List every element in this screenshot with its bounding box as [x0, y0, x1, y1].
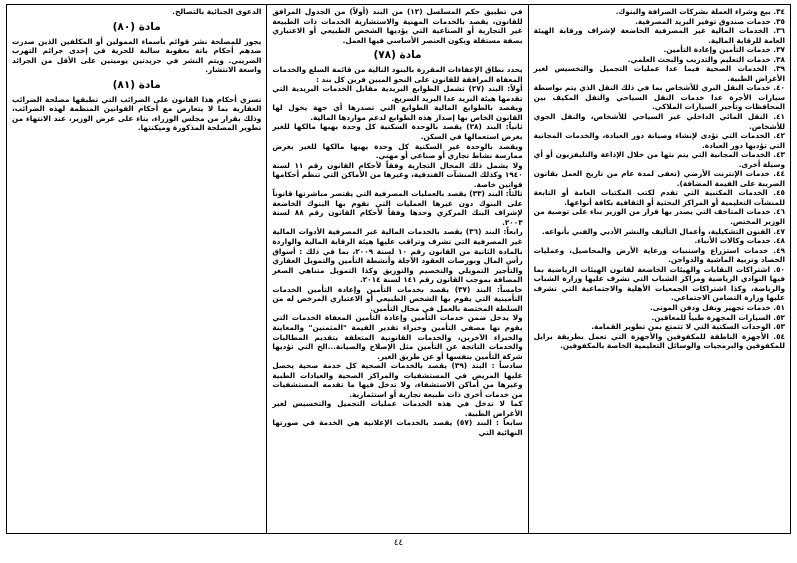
list-item: ٣٧. خدمات التأمين وإعادة التأمين.	[663, 45, 785, 55]
list-item: ٤٣. الخدمات المجانية التي يتم بثها من خلال الإذاعة والتليفزيون أو أي وسيلة أخرى.	[533, 150, 785, 169]
page-footer	[0, 538, 797, 548]
list-item: ٤٢. الخدمات التي تؤدى لإنشاء وصيانة دور العبادة، والخدمات المجانية التي تؤديها دور العبادة.	[533, 131, 785, 150]
three-column-frame	[6, 4, 791, 534]
paragraph: في تطبيق حكم المسلسل (١٢) من البند (أولاً) من الجدول المرافق للقانون، يقصد بالخدمات المهنية والاستشارية الخدمات ذات الطبيعة غير التجارية أو الصناعية التي يؤديها الشخص الطبيعي أو الاعتباري بصفة مستقلة ويكون العنصر الأساسي فيها العمل.	[272, 7, 523, 45]
article-heading-text: مادة (٨١)	[112, 78, 161, 91]
right-column	[529, 5, 790, 533]
paragraph: يجوز للمصلحة نشر قوائم بأسماء الممولين أو المكلفين الذين صدرت ضدهم أحكام باتة بعقوبة سالبة للحرية في إحدى جرائم التهرب الضريبي. ويتم النشر في جريدتين يوميتين على الأقل من الجرائد واسعة الانتشار.	[12, 36, 262, 75]
list-item: ٥٠. اشتراكات النقابات والهيئات الخاضعة لقانون الهيئات الرياضية بما فيها النوادي الرياضية ومراكز الشباب التي تشرف عليها وزارة الشباب والرياضة، وكذا اشتراكات الجمعيات الأهلية والاجتماعية التي تشرف عليها وزارة التضامن الاجتماعي.	[533, 264, 785, 303]
list-item: ٣٩. الخدمات الصحية فيما عدا عمليات التجميل والتخسيس لغير الأغراض الطبية.	[533, 64, 785, 83]
article-heading-text: مادة (٧٨)	[373, 49, 422, 62]
list-item: ٤٤. خدمات الإنترنت الأرضي (تعفى لمدة عام من تاريخ العمل بقانون الضريبة على القيمة المضافة).	[533, 169, 785, 188]
page-number: ٤٤	[393, 538, 404, 548]
middle-column	[267, 5, 528, 533]
list-item: ٥٢. السيارات المجهزة طبياً للمعاقين.	[651, 312, 785, 322]
list-item: ٣٤. بيع وشراء العملة بشركات الصرافة والبنوك.	[615, 7, 785, 16]
article-heading-78	[272, 49, 522, 62]
list-item: ٤٦. خدمات المتاحف التي يصدر بها قرار من الوزير بناء على توصية من الوزير المختص.	[533, 207, 785, 227]
paragraph: ثالثاً: البند (٣٣) يقصد بالعمليات المصرفية التي يقتصر مباشرتها قانوناً على البنوك دون غيرها العمليات التي تقوم بها البنوك الخاضعة لإشراف البنك المركزي وحدها وفقاً لأحكام القانون رقم ٨٨ لسنة ٢٠٠٣.	[272, 189, 523, 227]
paragraph: تسري أحكام هذا القانون على الضرائب التي تطبقها مصلحة الضرائب العقارية بما لا يتعارض مع أحكام القوانين المنظمة لهذه الضرائب، وذلك بقرار من مجلس الوزراء، بناء على عرض الوزير، عند الانتهاء من تطوير المصلحة المذكورة وميكنتها.	[12, 94, 262, 133]
paragraph: رابعاً: البند (٣٦) يقصد بالخدمات المالية غير المصرفية الأدوات المالية غير المصرفية التي تشرف وتراقب عليها هيئة الرقابة المالية والواردة بالمادة الثانية من القانون رقم ١٠ لسنة ٢٠٠٩، بما في ذلك : أسواق رأس المال وبورصات العقود الآجلة وأنشطة التأمين والتمويل العقاري والتأجير التمويلي والتخصيم والتوريق وكذا التمويل متناهي الصغر المضافة بموجب القانون رقم ١٤١ لسنة ٢٠١٤.	[272, 227, 523, 285]
left-column	[7, 5, 267, 533]
list-item: ٣٨. خدمات التعليم والتدريب والبحث العلمي.	[627, 54, 785, 64]
list-item: ٥٤. الأجهزة الناطقة للمكفوفين والأجهزة التي تعمل بطريقة برايل للمكفوفين والبرمجيات والوسائل التعليمية الخاصة بالمكفوفين.	[533, 331, 785, 351]
list-item: ٤٨. خدمات وكالات الأنباء.	[694, 236, 785, 246]
article-heading-text: مادة (٨٠)	[112, 20, 161, 33]
list-item: ٣٦. الخدمات المالية غير المصرفية الخاضعة لإشراف ورقابة الهيئة العامة للرقابة المالية.	[533, 26, 785, 45]
paragraph: ولا يشمل ذلك المحال التجارية وفقاً لأحكام القانون رقم ١١ لسنة ١٩٤٠ وكذلك المنشآت الفندقية، وغيرها من الأماكن التي تنظم أحكامها قوانين خاصة.	[272, 160, 523, 189]
paragraph: الدعوى الجنائية بالتصالح.	[172, 7, 262, 16]
paragraph: سابعاً : البند (٥٧) يقصد بالخدمات الإعلانية هي الخدمة في صورتها النهائية التي	[272, 418, 523, 437]
list-item: ٤١. النقل المائي الداخلي غير السياحي للأشخاص، والنقل الجوي للأشخاص.	[533, 112, 785, 131]
paragraph: خامساً: البند (٣٧) يقصد بخدمات التأمين وإعادة التأمين الخدمات التأمينية التي يقوم بها الشخص الطبيعي أو الاعتباري المرخص له من السلطة المختصة بالعمل في مجال التأمين.	[272, 284, 523, 313]
article-heading-81	[12, 79, 261, 92]
paragraph: يحدد نطاق الإعفاءات المقررة بالبنود التالية من قائمة السلع والخدمات المعفاة المرافقة للقانون على النحو المبين قرين كل بند :	[272, 65, 523, 84]
list-item: ٤٥. الخدمات المكتبية التي تقدم لكتب المكتبات العامة أو التابعة للمنشآت التعليمية أو المراكز البحثية أو الثقافية بكافة أنواعها.	[533, 188, 785, 207]
paragraph: سادساً : البند (٣٩) يقصد بالخدمات الصحية كل خدمة صحية يحصل عليها المريض في المستشفيات والمراكز الصحية والعيادات الطبية وغيرها من أماكن الاستشفاء، ولا تدخل فيها ما تقدمه المستشفيات من خدمات أخرى ذات طبيعة تجارية أو استثمارية.	[272, 361, 523, 399]
list-item: ٥٣. الوحدات السكنية التي لا تتمتع بمن تطوير القمامة.	[591, 322, 785, 332]
paragraph: ويقصد بالطوابع المالية الطوابع التي تصدرها أي جهة يخول لها القانون الخاص بها إصدار هذه الطوابع لدعم مواردها المالية.	[272, 103, 523, 122]
list-item: ٤٠. خدمات النقل البري للأشخاص بما في ذلك النقل الذي يتم بواسطة سيارات الأجرة عدا خدمات النقل السياحي والنقل المكيف بين المحافظات وتأجير السيارات الملاكي.	[533, 83, 785, 112]
paragraph: كما لا تدخل في هذه الخدمات عمليات التجميل والتخسيس لغير الأغراض الطبية.	[272, 399, 523, 418]
paragraph: ويقصد بالوحدة غير السكنية كل وحدة يهبها مالكها للغير بغرض ممارسة نشاط تجاري أو صناعي أو مهني.	[272, 141, 523, 161]
paragraph: أولاً: البند (٢٧) تشمل الطوابع البريدية مقابل الخدمات البريدية التي تقدمها هيئة البريد عدا البريد السريع.	[272, 84, 523, 103]
list-item: ٤٧. الفنون التشكيلية، وأعمال التأليف والنشر الأدبي والفني بأنواعه.	[541, 226, 785, 236]
paragraph: ولا يدخل ضمن خدمات التأمين وإعادة التأمين المعفاة الخدمات التي يقوم بها مصفي التأمين وخبراء تقدير القيمة "المثمنين" والمعاينة والخبراء الآخرين، والخدمات القانونية المتعلقة بتقديم المطالبات والخدمات الناتجة عن التأمين مثل الإصلاح والصيانة...الخ التي تؤديها شركة التأمين بنفسها أو عن طريق الغير.	[272, 313, 523, 361]
list-item: ٣٥. خدمات صندوق توفير البريد المصرفية.	[635, 16, 785, 26]
list-item: ٥١. خدمات تجهيز ونقل ودفن الموتى.	[649, 302, 785, 312]
list-item: ٤٩. خدمات استزراع واستنبات ورعاية الأرض والمحاصيل، وعمليات الحصاد وتربية الماشية والدواجن.	[533, 245, 785, 265]
paragraph: ثانياً: البند (٢٨) يقصد بالوحدة السكنية كل وحدة يهبها مالكها للغير بغرض استعمالها في السكن.	[272, 122, 523, 142]
article-heading-80	[12, 21, 261, 34]
